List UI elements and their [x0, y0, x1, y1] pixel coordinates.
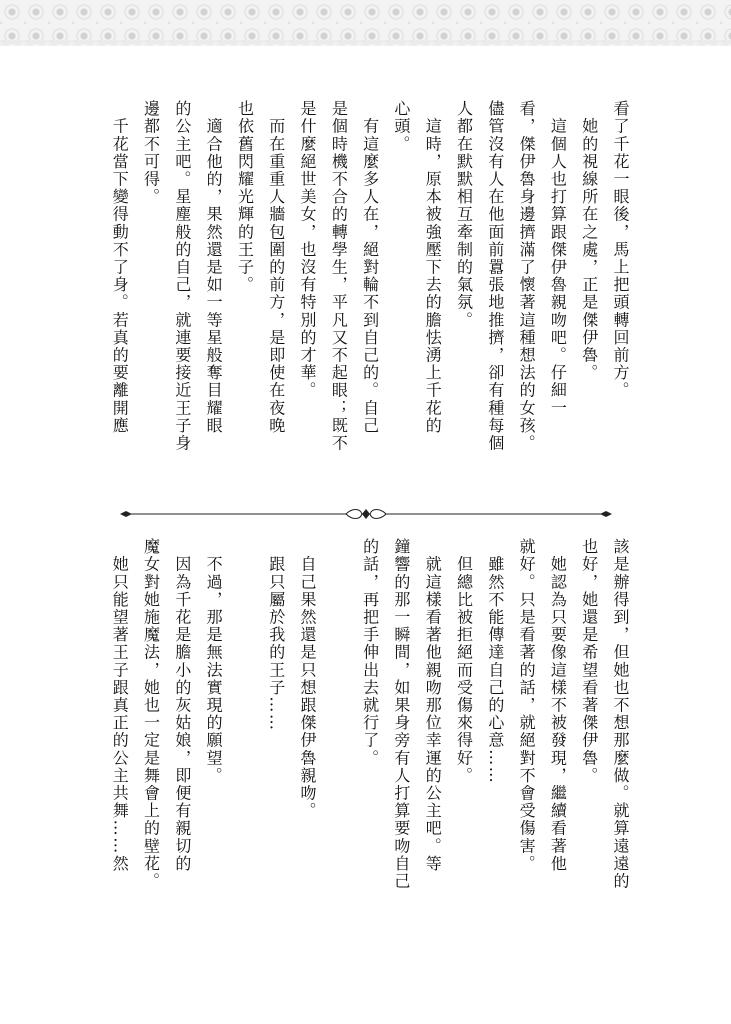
text-column: 是個時機不合的轉學生，平凡又不起眼；既不	[329, 100, 349, 452]
text-column: 她只能望著王子跟真正的公主共舞……然	[110, 538, 130, 873]
text-column: 雖然不能傳達自己的心意……	[485, 538, 505, 785]
text-column: 看，傑伊魯身邊擠滿了懷著這種想法的女孩。	[517, 100, 537, 452]
blank-column	[323, 538, 354, 938]
text-column: 適合他的，果然還是如一等星般奪目耀眼	[204, 100, 224, 435]
text-column: 跟只屬於我的王子……	[266, 538, 286, 732]
text-column: 自己果然還是只想跟傑伊魯親吻。	[298, 538, 318, 820]
text-column: 也依舊閃耀光輝的王子。	[235, 100, 255, 294]
ornamental-divider	[120, 508, 612, 520]
text-column: 就這樣看著他親吻那位幸運的公主吧。等	[423, 538, 443, 873]
text-column: 有這麼多人在，絕對輪不到自己的。自己	[360, 100, 380, 435]
text-column: 心頭。	[391, 100, 411, 153]
text-column: 的話，再把手伸出去就行了。	[360, 538, 380, 767]
text-column: 不過，那是無法實現的願望。	[204, 538, 224, 785]
text-column: 她的視線所在之處，正是傑伊魯。	[579, 100, 599, 382]
top-text-block	[104, 100, 636, 500]
text-column: 的公主吧。星塵般的自己，就連要接近王子身	[172, 100, 192, 452]
text-column: 她認為只要像這樣不被發現，繼續看著他	[548, 538, 568, 873]
text-column: 鐘響的那一瞬間，如果身旁有人打算要吻自己	[391, 538, 411, 890]
text-column: 是什麼絕世美女，也沒有特別的才華。	[298, 100, 318, 400]
text-column: 人都在默默相互牽制的氣氛。	[454, 100, 474, 329]
text-column: 就好。只是看著的話，就絕對不會受傷害。	[517, 538, 537, 873]
text-column: 這個人也打算跟傑伊魯親吻吧。仔細一	[548, 100, 568, 417]
text-column: 因為千花是膽小的灰姑娘，即便有親切的	[172, 538, 192, 873]
text-column: 魔女對她施魔法，她也一定是舞會上的壁花。	[141, 538, 161, 890]
text-column: 該是辦得到，但她也不想那麼做。就算遠遠的	[611, 538, 630, 890]
text-column: 這時，原本被強壓下去的膽怯湧上千花的	[423, 100, 443, 435]
text-column: 儘管沒有人在他面前囂張地推擠，卻有種每個	[485, 100, 505, 452]
text-column: 邊都不可得。	[141, 100, 161, 206]
text-column: 也好，她還是希望看著傑伊魯。	[579, 538, 599, 785]
lace-border-edge	[0, 40, 731, 50]
bottom-text-block	[104, 538, 636, 938]
text-column: 千花當下變得動不了身。若真的要離開應	[110, 100, 130, 435]
blank-column	[229, 538, 260, 938]
text-column: 而在重重人牆包圍的前方，是即使在夜晚	[266, 100, 286, 435]
text-column: 但總比被拒絕而受傷來得好。	[454, 538, 474, 785]
text-column: 看了千花一眼後，馬上把頭轉回前方。	[611, 100, 630, 400]
